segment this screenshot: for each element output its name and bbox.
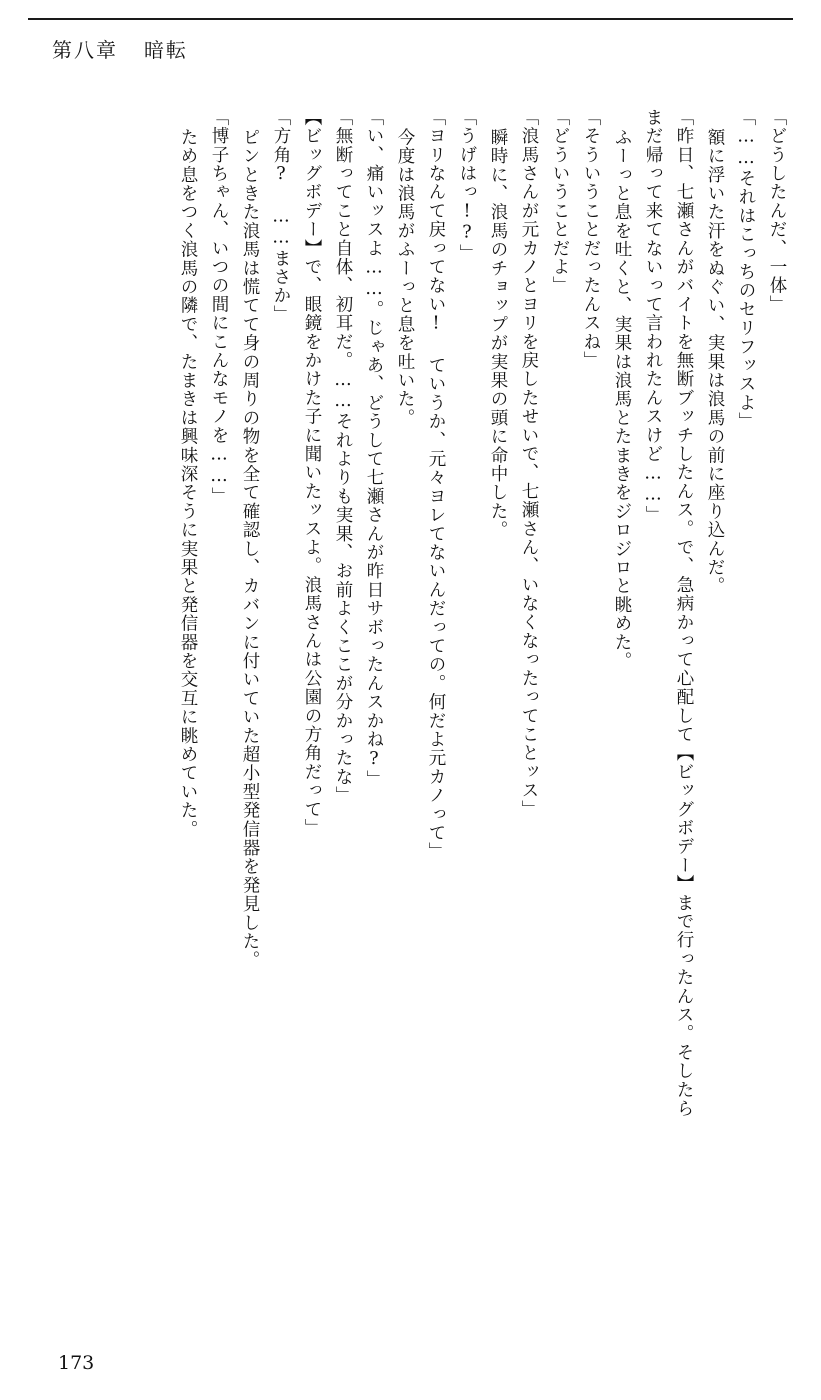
- text-column: ピンときた浪馬は慌てて身の周りの物を全て確認し、カバンに付いていた超小型発信器を発見した。: [240, 128, 260, 970]
- text-column: 「昨日、七瀬さんがバイトを無断ブッチしたんス。で、急病かって心配して【ビッグボデー】まで行ったんス。そしたら: [674, 108, 694, 1118]
- text-column: まだ帰って来てないって言われたんスけど……」: [643, 108, 663, 525]
- text-column: 「うげはっ!?」: [457, 108, 477, 263]
- text-column: 額に浮いた汗をぬぐい、実果は浪馬の前に座り込んだ。: [705, 128, 725, 596]
- text-column: ため息をつく浪馬の隣で、たまきは興味深そうに実果と発信器を交互に眺めていた。: [178, 128, 198, 839]
- text-column: 「方角? ……まさか」: [271, 108, 291, 324]
- text-column: 今度は浪馬がふーっと息を吐いた。: [395, 128, 415, 428]
- text-column: 瞬時に、浪馬のチョップが実果の頭に命中した。: [488, 128, 508, 540]
- text-column: 「無断ってこと自体、初耳だ。……それよりも実果、お前よくここが分かったな」: [333, 108, 353, 805]
- text-column: 【ビッグボデー】で、眼鏡をかけた子に聞いたッスよ。浪馬さんは公園の方角だって」: [302, 108, 322, 838]
- page-number: 173: [58, 1352, 95, 1374]
- body-text-block: [60, 108, 785, 1318]
- text-column: 「い、痛いッスよ……。じゃあ、どうして七瀬さんが昨日サボったんスかね?」: [364, 108, 384, 789]
- chapter-number: 第八章: [52, 38, 118, 62]
- chapter-title: 暗転: [144, 38, 188, 62]
- text-column: 「どういうことだよ」: [550, 108, 570, 295]
- text-column: 「そういうことだったんスね」: [581, 108, 601, 370]
- text-column: 「ヨリなんて戻ってない! ていうか、元々ヨレてないんだっての。何だよ元カノって」: [426, 108, 446, 861]
- text-column: ふーっと息を吐くと、実果は浪馬とたまきをジロジロと眺めた。: [612, 128, 632, 671]
- text-column: 「どうしたんだ、一体」: [767, 108, 787, 314]
- text-column: 「……それはこっちのセリフッスよ」: [736, 108, 756, 431]
- header-rule: [28, 18, 793, 20]
- chapter-heading: [52, 34, 188, 63]
- text-column: 「浪馬さんが元カノとヨリを戻したせいで、七瀬さん、いなくなったってことッス」: [519, 108, 539, 819]
- text-column: 「博子ちゃん、いつの間にこんなモノを……」: [209, 108, 229, 506]
